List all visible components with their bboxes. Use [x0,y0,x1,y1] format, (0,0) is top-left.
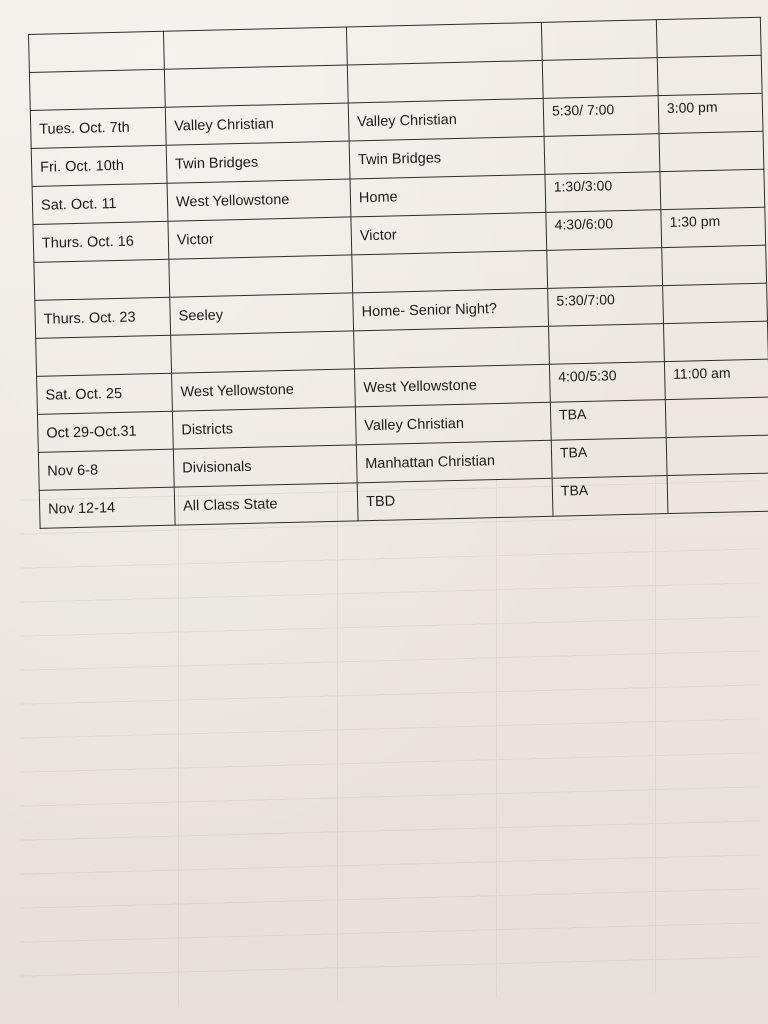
date-cell: Thurs. Oct. 23 [35,297,171,338]
date-cell [29,31,165,72]
location-cell: Valley Christian [355,402,551,445]
date-cell [34,259,170,300]
date-cell: Oct 29-Oct.31 [37,411,173,452]
location-cell [347,60,543,103]
date-cell: Nov 12-14 [39,487,175,528]
game-time-cell [541,20,657,61]
depart-time-cell [666,435,768,475]
location-cell: Twin Bridges [349,136,545,179]
schedule-sheet [28,17,768,529]
game-time-cell: 5:30/ 7:00 [543,96,659,137]
opponent-cell [163,27,347,69]
location-cell: West Yellowstone [354,364,550,407]
opponent-cell: Divisionals [173,445,357,487]
depart-time-cell [663,283,768,323]
game-time-cell: 4:00/5:30 [549,362,665,403]
date-cell [36,335,172,376]
depart-time-cell [667,473,768,513]
location-cell: TBD [357,478,553,521]
game-time-cell [542,58,658,99]
depart-time-cell: 1:30 pm [661,207,766,247]
location-cell: Home [350,174,546,217]
date-cell [29,69,165,110]
game-time-cell [547,248,663,289]
date-cell: Nov 6-8 [38,449,174,490]
game-time-cell: 1:30/3:00 [545,172,661,213]
depart-time-cell: 3:00 pm [658,93,763,133]
game-time-cell [544,134,660,175]
opponent-cell: West Yellowstone [167,179,351,221]
date-cell: Sat. Oct. 11 [32,183,168,224]
opponent-cell [171,331,355,373]
depart-time-cell [656,17,761,57]
location-cell: Manhattan Christian [356,440,552,483]
location-cell [352,250,548,293]
location-cell: Valley Christian [348,98,544,141]
game-time-cell [549,324,665,365]
opponent-cell [164,65,348,107]
date-cell: Fri. Oct. 10th [31,145,167,186]
depart-time-cell [665,397,768,437]
opponent-cell: Victor [168,217,352,259]
game-time-cell: TBA [551,438,667,479]
game-time-cell: 4:30/6:00 [546,210,662,251]
depart-time-cell [663,321,768,361]
date-cell: Thurs. Oct. 16 [33,221,169,262]
opponent-cell: Seeley [170,293,354,335]
opponent-cell: Districts [172,407,356,449]
depart-time-cell [657,55,762,95]
schedule-table [28,17,768,529]
opponent-cell: Twin Bridges [166,141,350,183]
game-time-cell: TBA [550,400,666,441]
opponent-cell: West Yellowstone [172,369,356,411]
game-time-cell: 5:30/7:00 [548,286,664,327]
location-cell: Victor [351,212,547,255]
depart-time-cell: 11:00 am [664,359,768,399]
date-cell: Sat. Oct. 25 [37,373,173,414]
opponent-cell [169,255,353,297]
opponent-cell: All Class State [174,483,358,525]
depart-time-cell [659,131,764,171]
bleed-through-grid [20,470,760,1009]
game-time-cell: TBA [552,476,668,517]
location-cell [354,326,550,369]
depart-time-cell [660,169,765,209]
date-cell: Tues. Oct. 7th [30,107,166,148]
location-cell [346,22,542,65]
location-cell: Home- Senior Night? [353,288,549,331]
depart-time-cell [662,245,767,285]
opponent-cell: Valley Christian [165,103,349,145]
